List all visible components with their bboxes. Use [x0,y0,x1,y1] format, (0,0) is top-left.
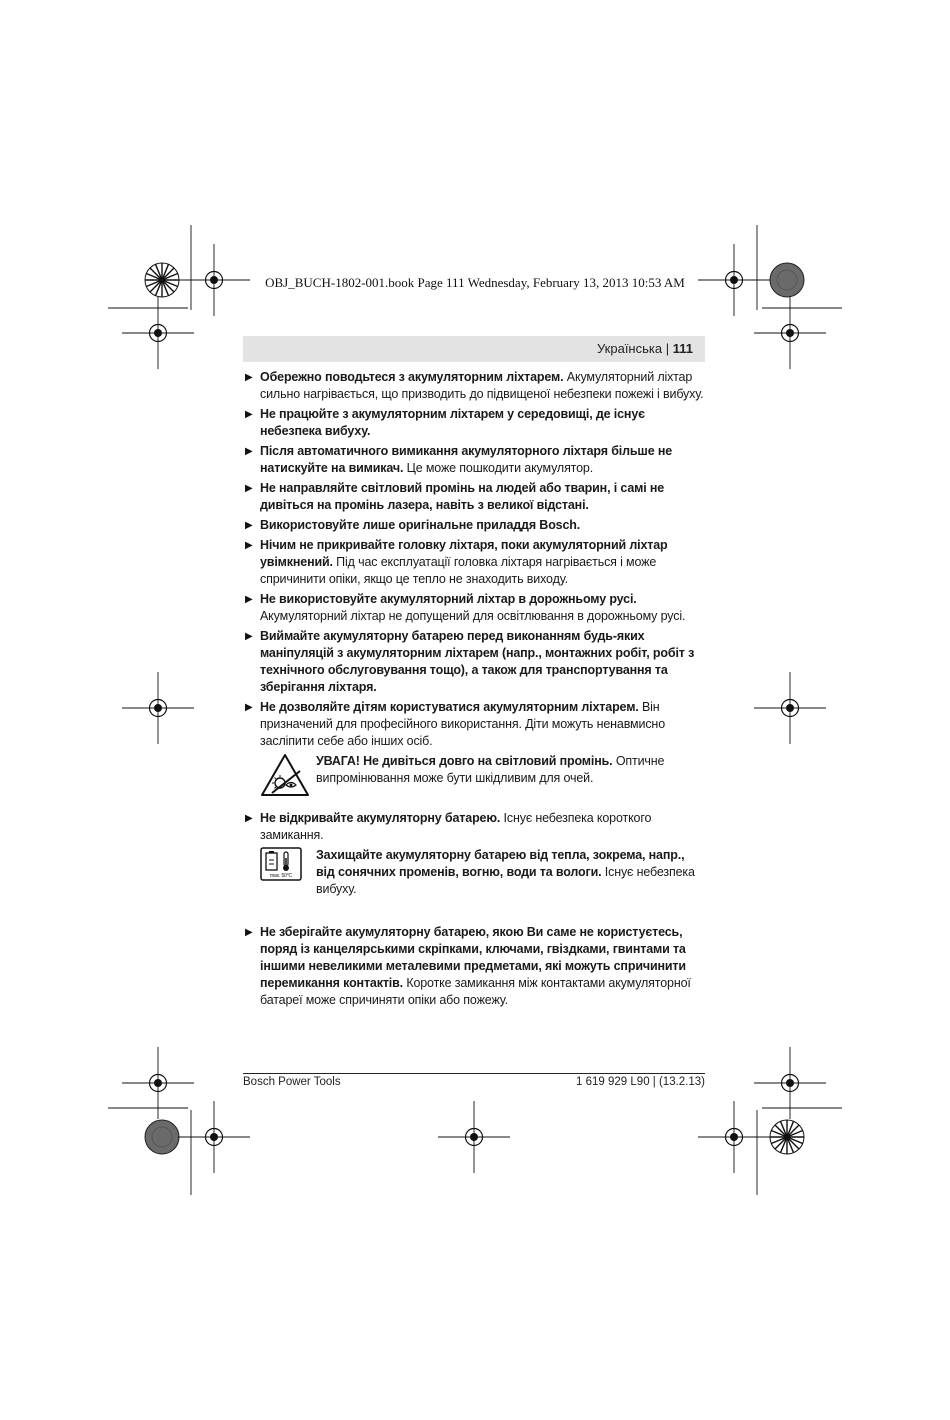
bullet-arrow-icon: ▶ [245,483,253,494]
list-item: ▶ Не направляйте світловий промінь на людей або тварин, і самі не дивіться на промінь лазера, навіть з великої відстані. [245,481,665,512]
list-item: ▶ Обережно поводьтеся з акумуляторним ліхтарем. Акумуляторний ліхтар сильно нагрівається, що призводить до підвищеної небезпеки пожежі і вибуху. [245,370,704,401]
footer-divider [243,1073,705,1074]
list-item: ▶ Не використовуйте акумуляторний ліхтар в дорожньому русі. Акумуляторний ліхтар не допущений для освітлювання в дорожньому русі. [245,592,686,623]
battery-temperature-icon [260,847,302,881]
bullet-arrow-icon: ▶ [245,702,253,713]
footer-brand: Bosch Power Tools [243,1076,341,1088]
safety-instructions [244,369,706,1012]
header-separator: | [665,341,670,356]
bullet-arrow-icon: ▶ [245,446,253,457]
list-item: ▶ Не працюйте з акумуляторним ліхтарем у середовищі, де існує небезпека вибуху. [245,407,645,438]
list-item: ▶ Використовуйте лише оригінальне приладдя Bosch. [245,518,581,532]
bullet-arrow-icon: ▶ [245,813,253,824]
bullet-arrow-icon: ▶ [245,520,253,531]
bullet-arrow-icon: ▶ [245,594,253,605]
bullet-arrow-icon: ▶ [245,409,253,420]
eye-warning-block: УВАГА! Не дивіться довго на світловий промінь. Оптичне випромінювання може бути шкідливим для очей. [260,753,706,802]
list-item: ▶ Не зберігайте акумуляторну батарею, якою Ви саме не користуєтесь, поряд із канцелярськими скріпками, ключами, гвіздками, гвинтами та іншими невеликими металевими предметами, які можуть спричинити перемикання контактів. Коротке замикання між контактами акумуляторної батареї може спричиняти опіки або пожежу. [245,925,691,1007]
heat-warning-block: max. 50°C Захищайте акумуляторну батарею від тепла, зокрема, напр., від сонячних променів, вогню, води та вологи. Існує небезпека вибуху. [260,847,706,898]
list-item: ▶ Не дозволяйте дітям користуватися акумуляторним ліхтарем. Він призначений для професійного використання. Діти можуть ненавмисно засліпити себе або інших осіб. [245,700,665,748]
list-item: ▶ Не відкривайте акумуляторну батарею. Існує небезпека короткого замикання. [245,811,652,842]
language-header-bar [243,336,705,362]
bullet-arrow-icon: ▶ [245,927,253,938]
print-file-header: OBJ_BUCH-1802-001.book Page 111 Wednesday, February 13, 2013 10:53 AM [265,275,685,290]
list-item: ▶ Після автоматичного вимикання акумуляторного ліхтаря більше не натискуйте на вимикач. Це може пошкодити акумулятор. [245,444,673,475]
footer-doc-number: 1 619 929 L90 | (13.2.13) [576,1076,705,1088]
no-stare-light-icon [260,753,310,797]
bullet-arrow-icon: ▶ [245,372,253,383]
bullet-arrow-icon: ▶ [245,631,253,642]
bullet-arrow-icon: ▶ [245,540,253,551]
list-item: ▶ Нічим не прикривайте головку ліхтаря, поки акумуляторний ліхтар увімкнений. Під час експлуатації головка ліхтаря нагрівається і може спричинити опіки, якщо це тепло не знаходить виходу. [245,538,668,586]
svg-text:max. 50°C: max. 50°C [269,873,293,879]
language-label: Українська [597,341,663,356]
page-number: 111 [672,341,693,356]
list-item: ▶ Виймайте акумуляторну батарею перед виконанням будь-яких маніпуляцій з акумуляторним ліхтарем (напр., монтажних робіт, робіт з технічного обслуговування тощо), а також для транспортування та зберігання ліхтаря. [245,629,695,694]
